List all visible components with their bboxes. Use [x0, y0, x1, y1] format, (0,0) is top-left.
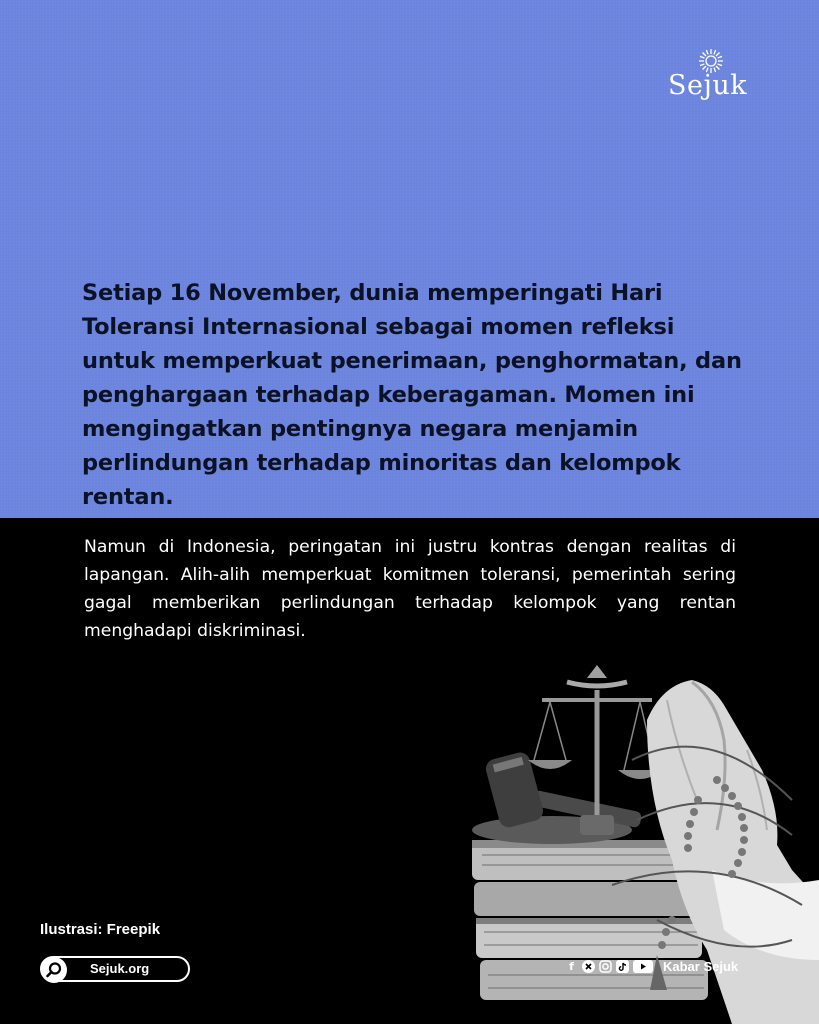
youtube-icon[interactable] [633, 960, 653, 973]
instagram-icon[interactable] [599, 960, 612, 973]
social-handle: Kabar Sejuk [663, 958, 739, 974]
tiktok-icon[interactable] [616, 960, 629, 973]
body-paragraph: Namun di Indonesia, peringatan ini justru kontras dengan realitas di lapangan. Alih-alih memperkuat komitmen toleransi, pemerintah sering gagal memberikan perlindungan terhadap kelompok yang rentan menghadapi diskriminasi. [84, 537, 736, 641]
headline: Setiap 16 November, dunia memperingati Hari Toleransi Internasional sebagai momen refleksi untuk memperkuat penerimaan, penghormatan, dan penghargaan terhadap keberagaman. Momen ini mengingatkan pentingnya negara menjamin perlindungan terhadap minoritas dan kelompok rentan. [82, 280, 742, 510]
website-link[interactable] [40, 956, 190, 982]
social-links [565, 957, 738, 975]
website-url: Sejuk.org [90, 961, 150, 976]
search-icon [41, 957, 67, 983]
facebook-icon[interactable]: f [569, 959, 574, 973]
sejuk-logo [668, 48, 768, 118]
illustration-credit: Ilustrasi: Freepik [40, 921, 161, 938]
x-icon[interactable] [582, 960, 595, 973]
logo-wordmark: Sejuk [668, 70, 748, 101]
